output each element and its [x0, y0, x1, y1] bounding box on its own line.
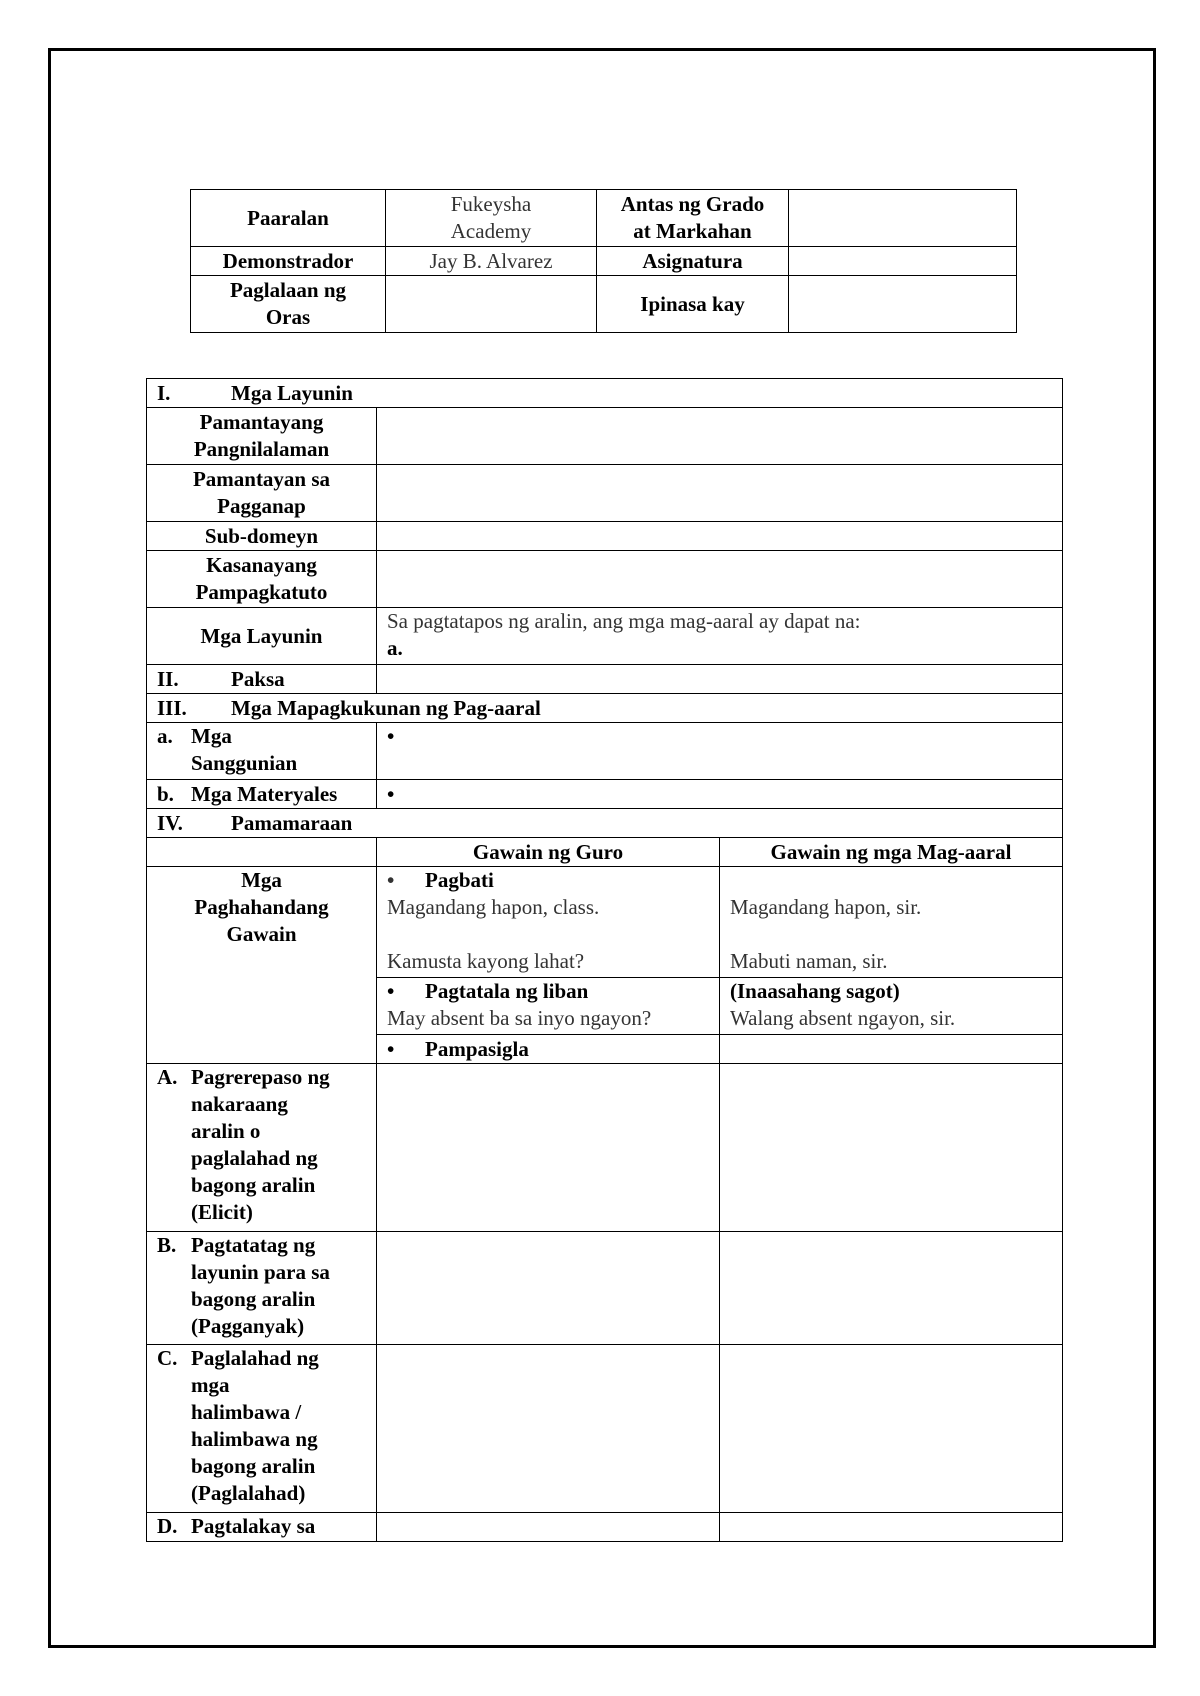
step-d-label: D. Pagtalakay sa — [147, 1513, 377, 1542]
demonstrador-label: Demonstrador — [191, 247, 386, 276]
materyales-label: b. Mga Materyales — [147, 780, 377, 809]
pampasigla-guro: • Pampasigla — [377, 1035, 720, 1064]
bullet-icon: • — [387, 724, 395, 748]
paaralan-value: Fukeysha Academy — [386, 190, 597, 247]
bullet-icon: • — [387, 781, 395, 806]
step-c-guro — [377, 1345, 720, 1513]
subdomeyn-value — [377, 522, 1063, 551]
kasanayang-label: Kasanayang Pampagkatuto — [147, 551, 377, 608]
step-a-magaaral — [720, 1064, 1063, 1232]
step-b-label: B. Pagtatatag ng layunin para sa bagong aralin (Pagganyak) — [147, 1232, 377, 1345]
pagtatala-magaaral: (Inaasahang sagot) Walang absent ngayon, sir. — [720, 978, 1063, 1035]
pagtatala-guro: • Pagtatala ng liban May absent ba sa inyo ngayon? — [377, 978, 720, 1035]
lesson-plan-table — [146, 378, 1063, 1542]
antas-value — [789, 190, 1017, 247]
antas-label: Antas ng Grado at Markahan — [597, 190, 789, 247]
pamantayan-sa-pagganap-value — [377, 465, 1063, 522]
step-a-guro — [377, 1064, 720, 1232]
demonstrador-value: Jay B. Alvarez — [386, 247, 597, 276]
asignatura-label: Asignatura — [597, 247, 789, 276]
mga-layunin-value: Sa pagtatapos ng aralin, ang mga mag-aaral ay dapat na: a. — [377, 608, 1063, 665]
pamantayang-pangnilalaman-value — [377, 408, 1063, 465]
bullet-icon: • — [387, 1036, 395, 1061]
pampasigla-magaaral — [720, 1035, 1063, 1064]
paaralan-label: Paaralan — [191, 190, 386, 247]
asignatura-value — [789, 247, 1017, 276]
paglalaan-label: Paglalaan ng Oras — [191, 276, 386, 333]
pagbati-magaaral: Magandang hapon, sir. Mabuti naman, sir. — [720, 867, 1063, 978]
ipinasa-label: Ipinasa kay — [597, 276, 789, 333]
pamantayang-pangnilalaman-label: Pamantayang Pangnilalaman — [147, 408, 377, 465]
paksa-value — [377, 665, 1063, 694]
step-b-magaaral — [720, 1232, 1063, 1345]
section-i-heading: I. Mga Layunin — [147, 379, 1063, 408]
step-a-label: A. Pagrerepaso ng nakaraang aralin o paglalahad ng bagong aralin (Elicit) — [147, 1064, 377, 1232]
pamantayan-sa-pagganap-label: Pamantayan sa Pagganap — [147, 465, 377, 522]
step-d-guro — [377, 1513, 720, 1542]
step-d-magaaral — [720, 1513, 1063, 1542]
section-iv-heading: IV. Pamamaraan — [147, 809, 1063, 838]
kasanayang-value — [377, 551, 1063, 608]
sanggunian-value — [377, 723, 1063, 780]
materyales-value — [377, 780, 1063, 809]
header-info-table — [190, 189, 1017, 333]
paghahandang-gawain-label: Mga Paghahandang Gawain — [147, 867, 377, 1064]
bullet-icon: • — [387, 979, 395, 1003]
step-c-magaaral — [720, 1345, 1063, 1513]
sanggunian-label: a. Mga Sanggunian — [147, 723, 377, 780]
paglalaan-value — [386, 276, 597, 333]
step-c-label: C. Paglalahad ng mga halimbawa / halimbawa ng bagong aralin (Paglalahad) — [147, 1345, 377, 1513]
section-iii-heading: III. Mga Mapagkukunan ng Pag-aaral — [147, 694, 1063, 723]
bullet-icon: • — [387, 868, 395, 892]
column-header-guro: Gawain ng Guro — [377, 838, 720, 867]
subdomeyn-label: Sub-domeyn — [147, 522, 377, 551]
mga-layunin-label: Mga Layunin — [147, 608, 377, 665]
ipinasa-value — [789, 276, 1017, 333]
step-b-guro — [377, 1232, 720, 1345]
column-header-magaaral: Gawain ng mga Mag-aaral — [720, 838, 1063, 867]
section-ii-heading: II. Paksa — [147, 665, 377, 694]
pagbati-guro: • Pagbati Magandang hapon, class. Kamusta kayong lahat? — [377, 867, 720, 978]
column-header-blank — [147, 838, 377, 867]
